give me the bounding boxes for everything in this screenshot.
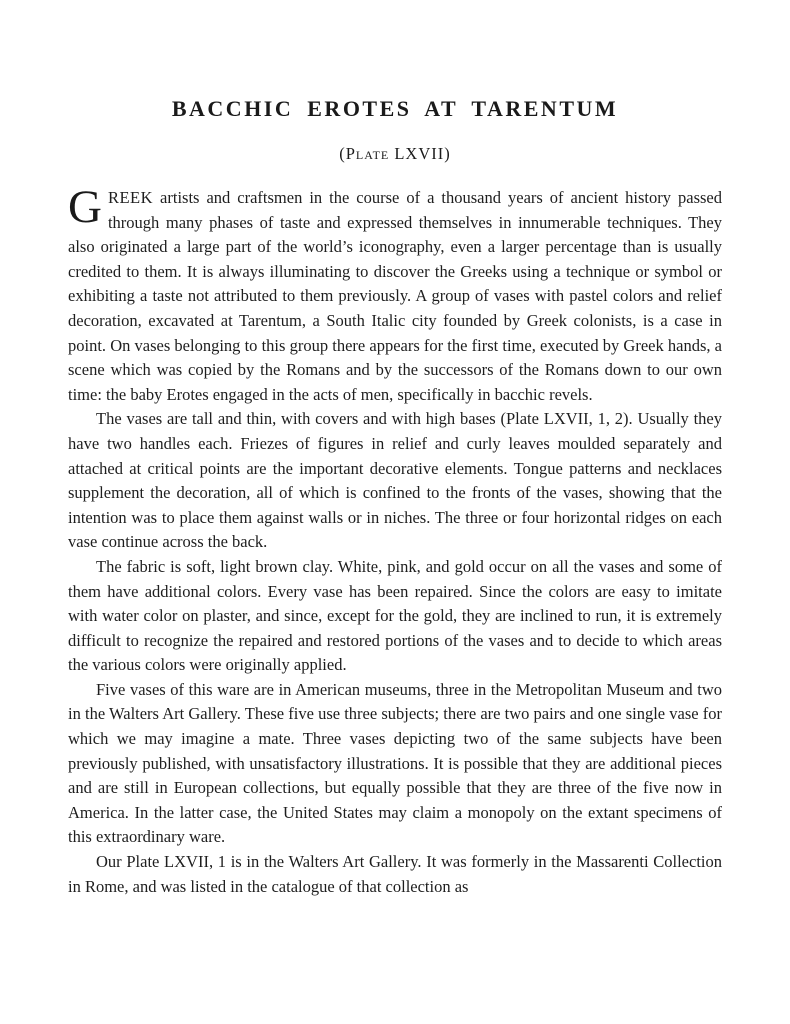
paragraph-1 <box>68 181 722 407</box>
plate-subtitle: (Plate LXVII) <box>339 144 451 163</box>
drop-cap: G <box>68 181 102 233</box>
paragraph-4: Five vases of this ware are in American museums, three in the Metropolitan Museum and two in the Walters Art Gallery. These five use three subjects; there are two pairs and one single vase for which we may imagine a mate. Three vases depicting two of the same subjects have been previously published, with unsatisfactory illustrations. It is possible that they are additional pieces and are still in European collections, but equally possible that they are three of the five now in America. In the latter case, the United States may claim a monopoly on the extant specimens of this extraordinary ware. <box>68 679 722 847</box>
lead-in-caps: REEK <box>107 188 154 207</box>
article-title: BACCHIC EROTES AT TARENTUM <box>171 96 619 121</box>
paragraph-2: The vases are tall and thin, with covers and with high bases (Plate LXVII, 1, 2). Usually they have two handles each. Friezes of figures in relief and curly leaves moulded separately and attached at critical points are the important decorative elements. Tongue patterns and necklaces supplement the decoration, all of which is confined to the fronts of the vases, showing that the intention was to place them against walls or in niches. The three or four horizontal ridges on each vase continue across the back. <box>68 409 722 552</box>
paragraph-3: The fabric is soft, light brown clay. White, pink, and gold occur on all the vases and some of them have additional colors. Every vase has been repaired. Since the colors are easy to imitate with water color on plaster, and since, except for the gold, they are inclined to run, it is extremely difficult to recognize the repaired and restored portions of the vases and to decide to which areas the various colors were originally applied. <box>68 556 722 675</box>
paragraph-5: Our Plate LXVII, 1 is in the Walters Art Gallery. It was formerly in the Massarenti Collection in Rome, and was listed in the catalogue of that collection as <box>68 852 722 896</box>
paragraph-1-text: artists and craftsmen in the course of a thousand years of ancient history passed through many phases of taste and expressed themselves in innumerable techniques. They also originated a large part of the world’s iconography, even a larger percentage than is usually credited to them. It is always illuminating to discover the Greeks using a technique or symbol or exhibiting a taste not attributed to them previously. A group of vases with pastel colors and relief decoration, excavated at Tarentum, a South Italic city founded by Greek colonists, is a case in point. On vases belonging to this group there appears for the first time, executed by Greek hands, a scene which was copied by the Romans and by the successors of the Romans down to our own time: the baby Erotes engaged in the acts of men, specifically in bacchic revels. <box>68 188 722 404</box>
article-body <box>68 181 722 899</box>
